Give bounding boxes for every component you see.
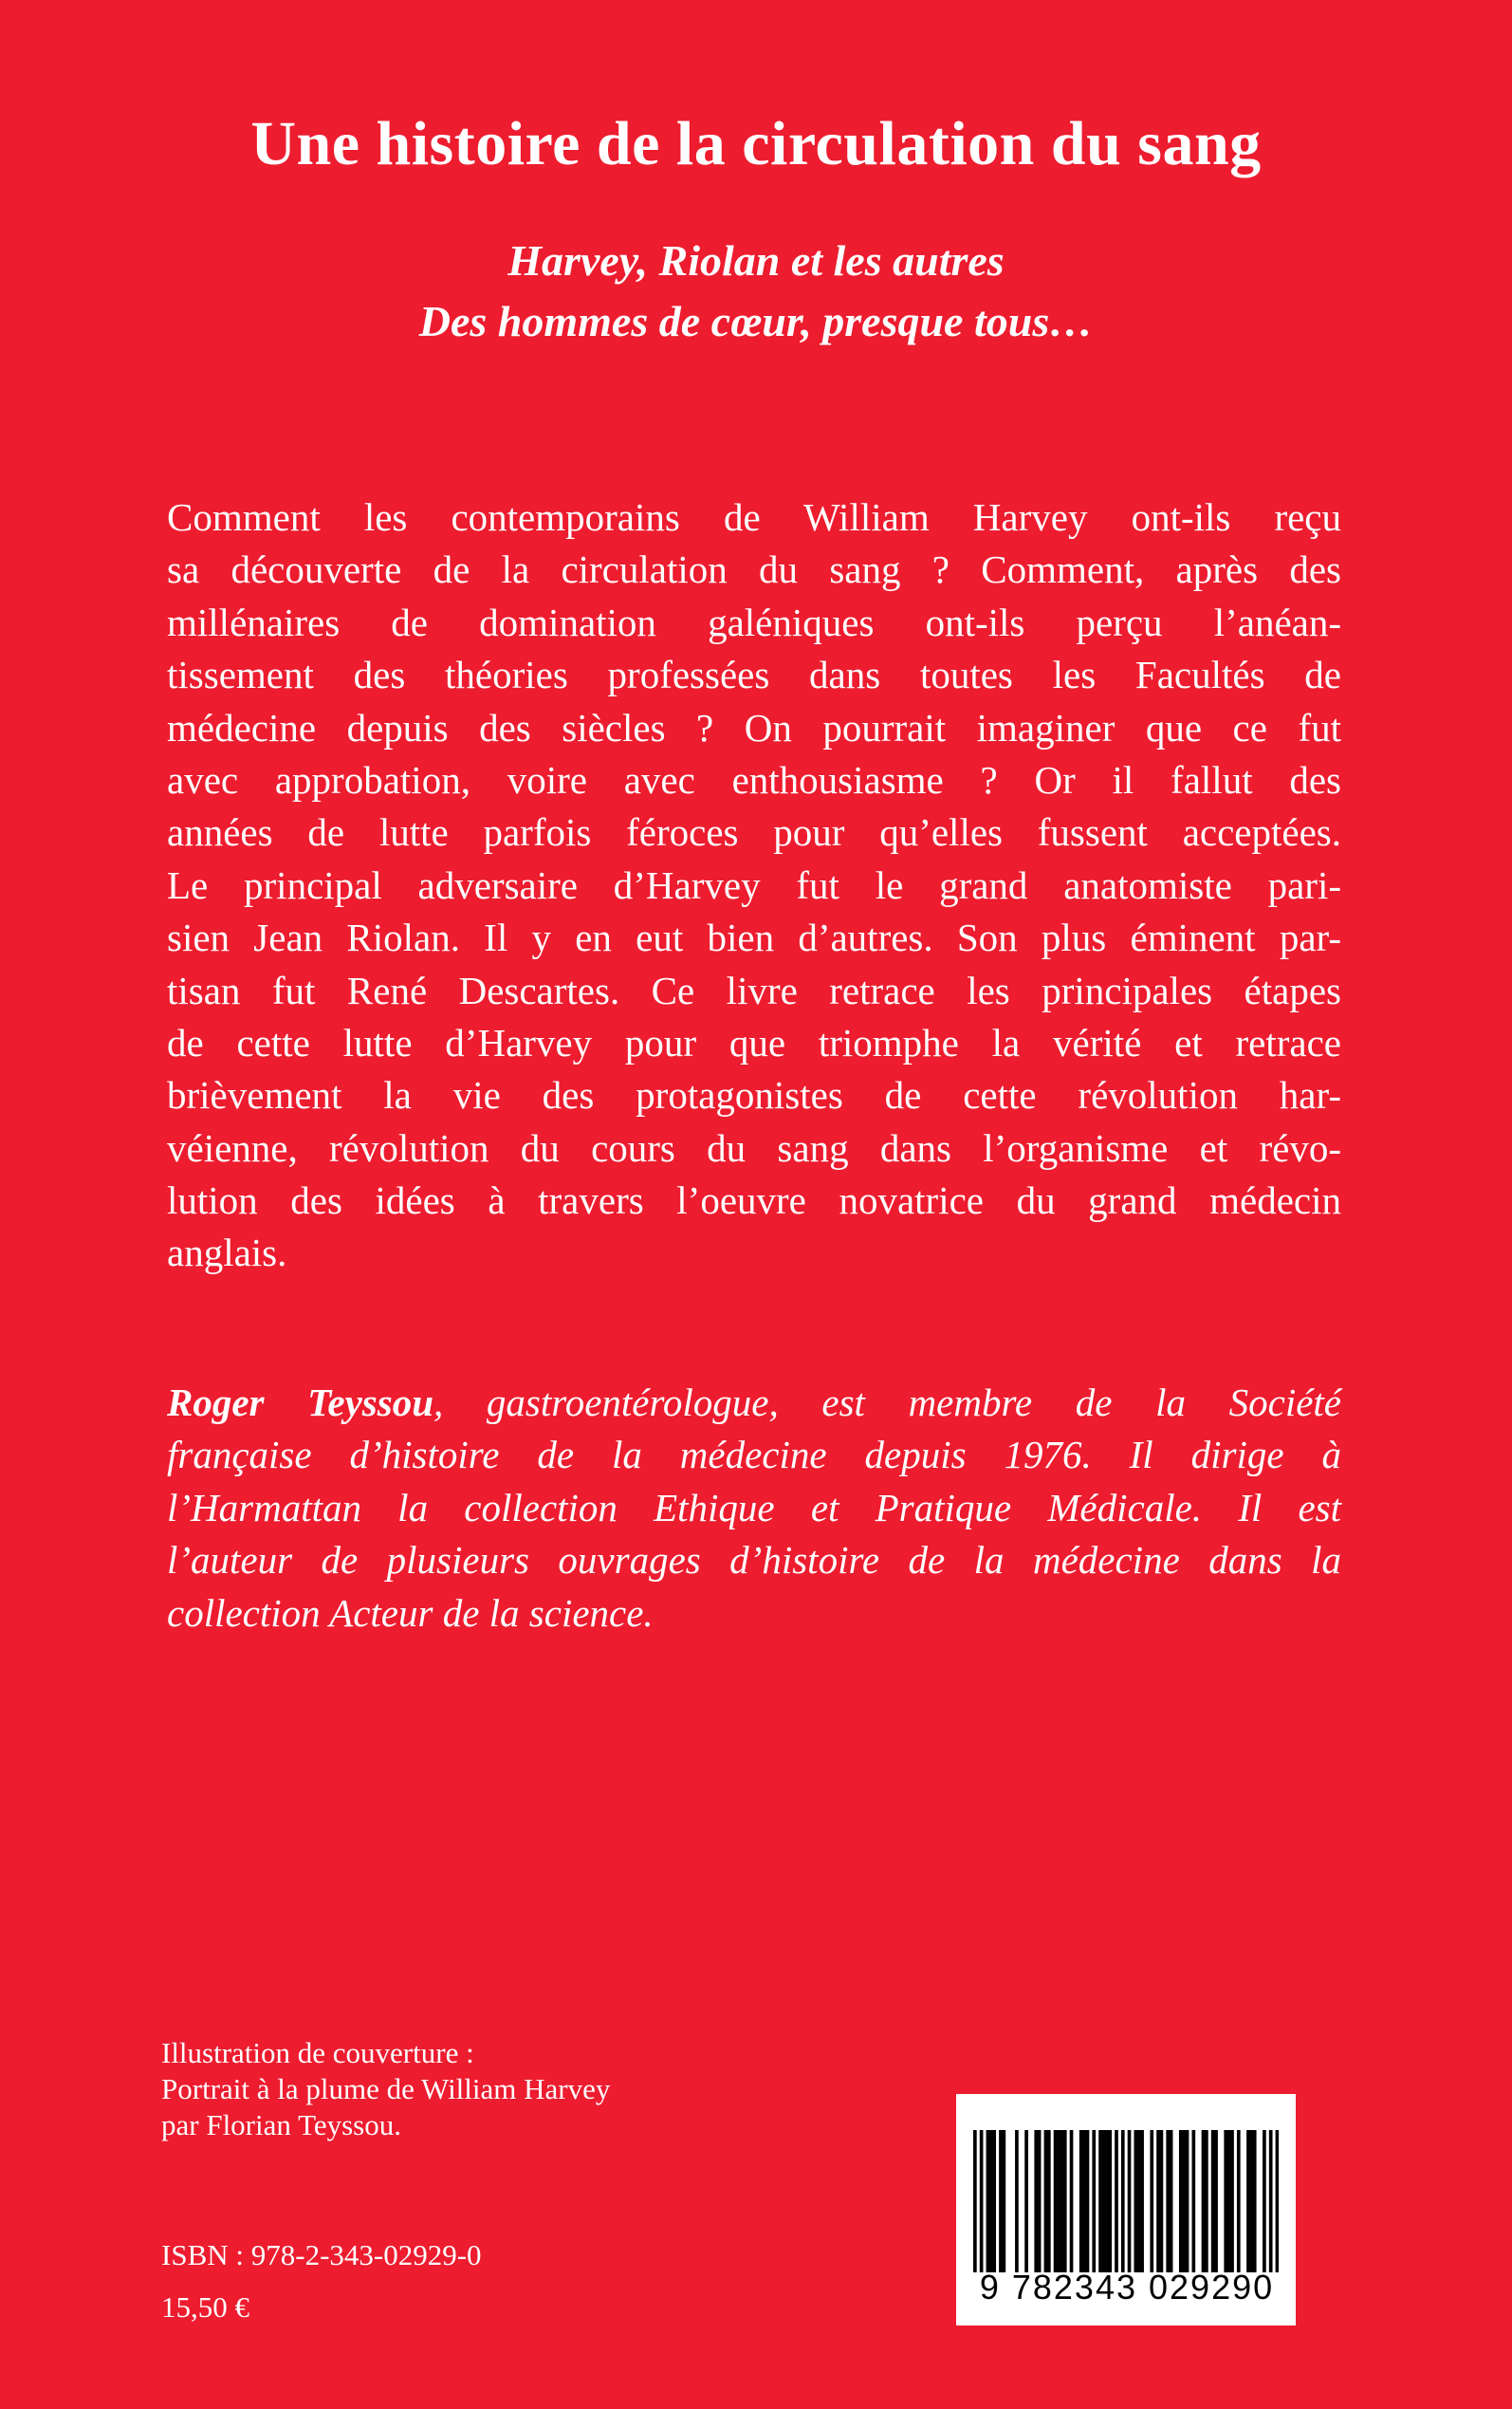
barcode-bar: [1134, 2130, 1137, 2272]
barcode-bar: [1082, 2130, 1086, 2272]
blurb-paragraph: [167, 491, 1341, 1280]
barcode-bar: [1160, 2130, 1164, 2272]
barcode-bar: [1102, 2130, 1106, 2272]
blurb-line: véienne, révolution du cours du sang dans l’organisme et révo-: [167, 1125, 1341, 1170]
barcode-bar: [1269, 2130, 1273, 2272]
blurb-line: sien Jean Riolan. Il y en eut bien d’autres. Son plus éminent par-: [167, 916, 1341, 960]
barcode-bar: [992, 2130, 996, 2272]
barcode-bar: [1140, 2130, 1144, 2272]
isbn: ISBN : 978-2-343-02929-0: [161, 2238, 482, 2271]
barcode-bar: [986, 2130, 990, 2272]
blurb-line: de cette lutte d’Harvey pour que triomphe la vérité et retrace: [167, 1020, 1341, 1065]
bio-line: collection Acteur de la science.: [167, 1590, 654, 1635]
barcode-bar: [1276, 2130, 1279, 2272]
barcode-bar: [1214, 2130, 1218, 2272]
barcode-bar: [1038, 2130, 1042, 2272]
barcode-bar: [1108, 2130, 1112, 2272]
subtitle-line-2: Des hommes de cœur, presque tous…: [418, 297, 1094, 345]
barcode-bar: [1098, 2130, 1102, 2272]
barcode-bar: [1249, 2130, 1253, 2272]
barcode-bar: [1137, 2130, 1141, 2272]
blurb-line: millénaires de domination galéniques ont-ils perçu l’anéan-: [167, 600, 1341, 644]
illustration-credits: [161, 2035, 610, 2143]
barcode: [956, 2094, 1296, 2326]
barcode-bar: [1015, 2130, 1019, 2272]
blurb-line: anglais.: [167, 1231, 287, 1275]
barcode-bar: [1092, 2130, 1096, 2272]
barcode-bar: [1227, 2130, 1231, 2272]
barcode-bar: [1115, 2130, 1118, 2272]
book-title: Une histoire de la circulation du sang: [250, 109, 1262, 178]
barcode-bar: [1150, 2130, 1153, 2272]
barcode-bar: [1179, 2130, 1183, 2272]
barcode-bar: [989, 2130, 993, 2272]
blurb-line: sa découverte de la circulation du sang ? Comment, après des: [167, 547, 1341, 592]
blurb-line: médecine depuis des siècles ? On pourrait imaginer que ce fut: [167, 705, 1341, 750]
subtitle: [0, 231, 1512, 352]
barcode-bar: [1128, 2130, 1132, 2272]
bio-line: française d’histoire de la médecine depuis 1976. Il dirige à: [167, 1433, 1341, 1477]
barcode-bars: [973, 2130, 1279, 2272]
bio-line: [167, 1377, 1341, 1429]
barcode-bar: [1202, 2130, 1206, 2272]
barcode-bar: [1054, 2130, 1058, 2272]
barcode-bar: [1211, 2130, 1215, 2272]
barcode-bar: [1024, 2130, 1028, 2272]
barcode-bar: [1263, 2130, 1266, 2272]
bio-line: l’Harmattan la collection Ethique et Pratique Médicale. Il est: [167, 1485, 1341, 1529]
blurb-line: avec approbation, voire avec enthousiasme ? Or il fallut des: [167, 757, 1341, 802]
author-bio: [167, 1377, 1341, 1640]
barcode-bar: [1170, 2130, 1173, 2272]
barcode-bar: [1186, 2130, 1189, 2272]
blurb-line: tissement des théories professées dans toutes les Facultés de: [167, 653, 1341, 697]
barcode-bar: [1034, 2130, 1038, 2272]
barcode-bar: [1070, 2130, 1074, 2272]
barcode-bar: [1224, 2130, 1227, 2272]
barcode-bar: [1047, 2130, 1051, 2272]
barcode-bar: [1060, 2130, 1064, 2272]
barcode-bar: [999, 2130, 1003, 2272]
barcode-bar: [980, 2130, 984, 2272]
credits-line-2: Portrait à la plume de William Harvey: [161, 2072, 611, 2105]
barcode-bar: [1057, 2130, 1060, 2272]
blurb-line: Comment les contemporains de William Harvey ont-ils reçu: [167, 495, 1341, 539]
barcode-bar: [1205, 2130, 1208, 2272]
barcode-bar: [1191, 2130, 1195, 2272]
barcode-bar: [1182, 2130, 1186, 2272]
barcode-bar: [1003, 2130, 1006, 2272]
author-name: Roger Teyssou: [167, 1381, 434, 1424]
blurb-line: brièvement la vie des protagonistes de cette révolution har-: [167, 1073, 1341, 1118]
bio-line: l’auteur de plusieurs ouvrages d’histoire de la médecine dans la: [167, 1538, 1341, 1583]
barcode-bar: [1237, 2130, 1241, 2272]
barcode-bar: [1044, 2130, 1048, 2272]
barcode-bar: [1156, 2130, 1160, 2272]
blurb-line: Le principal adversaire d’Harvey fut le grand anatomiste pari-: [167, 862, 1341, 907]
barcode-bar: [1121, 2130, 1125, 2272]
blurb-line: années de lutte parfois féroces pour qu’elles fussent acceptées.: [167, 810, 1341, 855]
subtitle-line-1: Harvey, Riolan et les autres: [507, 236, 1005, 285]
bio-line-1-rest: , gastroentérologue, est membre de la Société: [433, 1381, 1341, 1424]
barcode-bar: [1166, 2130, 1170, 2272]
blurb-line: tisan fut René Descartes. Ce livre retrace les principales étapes: [167, 968, 1341, 1012]
barcode-bar: [1063, 2130, 1067, 2272]
credits-line-1: Illustration de couverture :: [161, 2036, 474, 2069]
credits-line-3: par Florian Teyssou.: [161, 2108, 401, 2141]
barcode-bar: [1246, 2130, 1250, 2272]
blurb-line: lution des idées à travers l’oeuvre novatrice du grand médecin: [167, 1178, 1341, 1223]
barcode-bar: [1105, 2130, 1109, 2272]
barcode-bar: [1079, 2130, 1083, 2272]
price: 15,50 €: [161, 2290, 249, 2324]
barcode-number: 9 782343 029290: [979, 2268, 1275, 2307]
barcode-bar: [1253, 2130, 1257, 2272]
barcode-bar: [1086, 2130, 1090, 2272]
barcode-bar: [973, 2130, 977, 2272]
barcode-bar: [1230, 2130, 1234, 2272]
